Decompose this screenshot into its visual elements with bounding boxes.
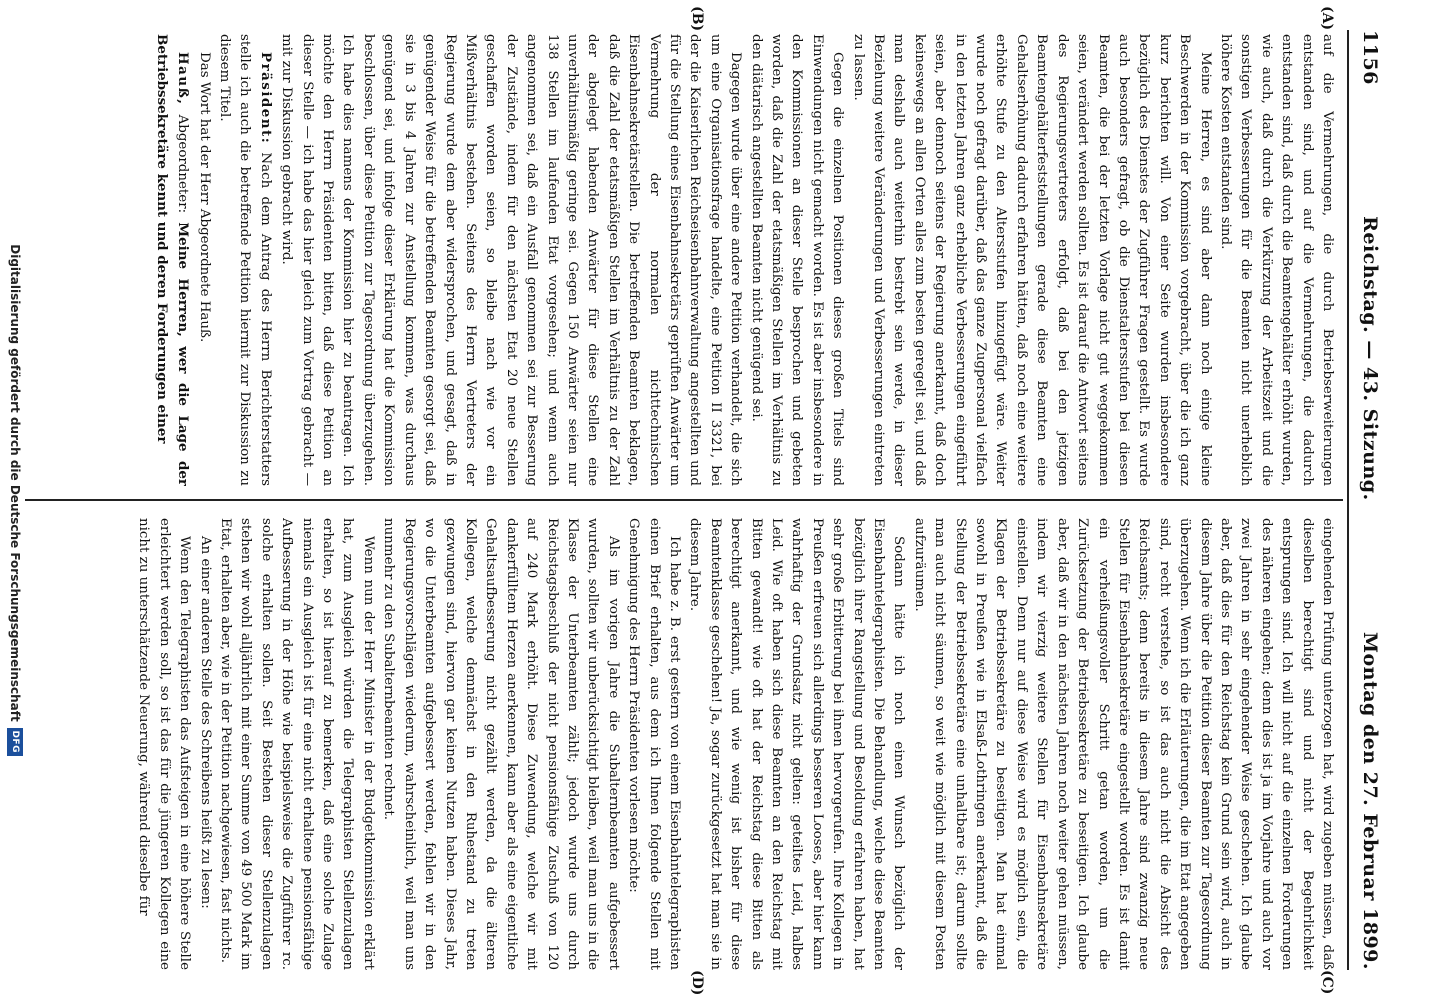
paragraph: eingehenden Prüfung unterzogen hat, wird zugeben müssen, daß dieselben berechtigt sind und nicht der Begehrlichkeit entsprungen sind. Ich will nicht auf die einzelnen Forderungen des näheren eingehen; denn dies ist ja im Vorjahre und auch vor zwei Jahren in sehr eingehender Weise geschehen. Ich glaube aber, daß dies für den Reichstag kein Grund sein wird, auch in diesem Jahre über die Petition dieser Beamten zur Tagesordnung überzugehen. Wenn ich die Erläuterungen, die im Etat angegeben sind, recht verstehe, so ist das auch nicht die Absicht des Reichsamts; denn bereits in diesem Jahre sind zwanzig neue Stellen für Eisenbahnsekretäre eingestellt worden. Es ist damit ein verheißungsvoller Schritt getan worden, um die Zurücksetzung der Betriebssekretäre zu beseitigen. Ich glaube aber, daß wir in den nächsten Jahren noch weiter gehen müssen, indem wir vierzig weitere Stellen für Eisenbahnsekretäre einstellen. Denn nur auf diese Weise wird es möglich sein, die Klagen der Betriebssekretäre zu beseitigen. Man hat einmal sowohl in Preußen wie in Elsaß-Lothringen anerkannt, daß die Stellung der Betriebssekretäre eine unhaltbare ist; darum sollte man auch nicht säumen, so weit wie möglich mit diesem Posten aufzuräumen. — [911, 518, 1335, 970]
margin-letter-a: (A) — [1319, 6, 1335, 31]
paragraph: Gegen die einzelnen Positionen dieses großen Titels sind Einwendungen nicht gemacht worden. Es ist aber insbesondere in den Kommissionen an dieser Stelle besprochen und gebeten worden, daß die Zahl der etatsmäßigen Stellen im Verhältnis zu den diätarisch angestellten Beamten nicht genügend sei. — [748, 34, 846, 486]
column-divider — [25, 499, 1343, 501]
paragraph: auf die Vermehrungen, die durch Betriebserweiterungen entstanden sind, und auf die Vermehrungen, die dadurch entstanden sind, daß durch die Beamtengehälter erhöht wurden, wie auch, daß durch die Verkürzung der Arbeitszeit und die sonstigen Verbesserungen für die Beamten nicht unerheblich höhere Kosten entstanden sind. — [1217, 34, 1335, 486]
digitization-credit — [2, 0, 28, 1000]
right-column — [27, 518, 1337, 970]
credit-text: Digitalisierung gefördert durch die Deutsche Forschungsgemeinschaft — [8, 244, 22, 722]
quoted-paragraph: Als im vorigen Jahre die Subalternbeamten aufgebessert wurden, sollten wir unberücksichtigt bleiben, weil man uns in die Klasse der Unterbeamten zählt; jedoch wurde uns durch Reichstagsbeschluß der nicht pensionsfähige Zuschuß von 120 auf 240 Mark erhöht. Diese Zuwendung, welche wir mit dankerfülltem Herzen anerkennen, kann aber als eine eigentliche Gehaltsaufbesserung nicht gezählt werden, da die älteren Kollegen, welche demnächst in den Ruhestand zu treten gezwungen sind, hiervon gar keinen Nutzen haben. Dieses Jahr, wo die Unterbeamten aufgebessert werden, fehlen wir in den Regierungsvorschlägen wiederum, wahrscheinlich, weil man uns nunmehr zu den Subalternbeamten rechnet. — [381, 518, 621, 970]
margin-letter-b: (B) — [689, 6, 705, 32]
margin-letter-d: (D) — [689, 970, 705, 996]
left-column — [27, 34, 1337, 486]
paragraph: Wenn nun der Herr Minister in der Budgetkommission erklärt hat, zum Ausgleich würden die Telegraphisten Stellenzulagen erhalten, so ist hierauf zu bemerken, daß eine solche Zulage niemals ein Ausgleich ist für eine nicht erhaltene pensionsfähige Aufbesserung in der Höhe wie beispielsweise die Zugführer rc. solche erhalten sollen. Seit Bestehen dieser Stellenzulagen stehen wir wohl alljährlich mit einer Summe von 49 500 Mark im Etat, erhalten aber, wie in der Petition nachgewiesen, fast nichts. — [218, 518, 376, 970]
page-number: 1156 — [1359, 30, 1381, 85]
paragraph: Meine Herren, es sind aber dann noch einige kleine Beschwerden in der Kommission vorgebracht, über die ich ganz kurz berichten will. Von einer Seite wurden insbesondere bezüglich des Dienstes der Zugführer Fragen gestellt. Es wurde auch besonders gefragt, ob die Dienstaltersstufen bei diesen Beamten, die bei der letzten Vorlage nicht gut weggekommen seien, verändert werden sollten. Es ist darauf die Antwort seitens des Regierungsvertreters erfolgt, daß bei den jetzigen Beamtengehälterfeststellungen gerade diese Beamten eine Gehaltserhöhung dadurch erfahren hätten, daß noch eine weitere erhöhte Stufe zu den Altersstufen hinzugefügt wäre. Weiter wurde noch gefragt darüber, daß das ganze Zugpersonal vielfach in den letzten Jahren ganz erhebliche Verbesserungen eingeführt seien, aber dennoch seitens der Regierung anerkannt, daß doch keineswegs an allen Orten alles zum besten geregelt sei, und daß man deshalb auch weiterhin bestrebt sein werde, in dieser Beziehung weitere Veränderungen und Verbesserungen eintreten zu lassen. — [850, 34, 1213, 486]
header-rule — [1347, 30, 1349, 970]
floor-paragraph: Das Wort hat der Herr Abgeordnete Hauß. — [196, 52, 212, 343]
page-header — [1353, 30, 1387, 970]
paragraph: Ich habe z. B. erst gestern von einem Eisenbahntelegraphisten einen Brief erhalten, aus dem ich Ihnen folgende Stellen mit Genehmigung des Herrn Präsidenten vorlesen möchte: — [626, 518, 682, 970]
paragraph: Sodann hätte ich noch einen Wunsch bezüglich der Eisenbahntelegraphisten. Die Behandlung, welche diese Beamten bezüglich ihrer Rangstellung und Besoldung erfahren haben, hat sehr große Erbitterung bei ihnen hervorgerufen. Ihre Kollegen in Preußen erfreuen sich allerdings besseren Looses, aber hier kann wahrhaftig der Grundsatz nicht gelten: geteiltes Leid, halbes Leid. Wie oft haben sich diese Beamten an den Reichstag mit Bitten gewandt! wie oft hat der Reichstag diese Bitten als berechtigt anerkannt, und wie wenig ist bisher für diese Beamtenklasse geschehen! Ja, sogar zurückgesetzt hat man sie in diesem Jahre. — [687, 518, 907, 970]
dfg-logo: DFG — [7, 728, 23, 756]
margin-letter-c: (C) — [1319, 970, 1335, 995]
quoted-paragraph: Wenn den Telegraphisten das Aufsteigen in eine höhere Stelle erleichtert werden soll, so ist das für die jüngeren Kollegen eine nicht zu unterschätzende Neuerung, während dieselbe für — [136, 518, 193, 970]
president-label: Präsident: — [257, 52, 274, 145]
president-paragraph — [214, 34, 276, 486]
header-title: Reichstag. — 43. Sitzung. — [1359, 216, 1381, 501]
speaker-text: Meine Herren, wer die Lage der Betriebssekretäre kennt und deren Forderungen einer — [153, 34, 192, 486]
speaker-label: Hauß, — [175, 52, 192, 106]
president-text: Nach dem Antrag des Herrn Berichterstatters stelle ich auch die betreffende Petition hiermit zur Diskussion zu diesem Titel. — [217, 34, 273, 486]
speaker-role: Abgeordneter: — [175, 114, 191, 214]
speaker-paragraph — [150, 34, 193, 486]
paragraph: An einer anderen Stelle des Schreibens heißt zu lesen: — [197, 536, 213, 909]
header-date: Montag den 27. Februar 1899. — [1359, 631, 1381, 970]
paragraph: Dagegen wurde über eine andere Petition verhandelt, die sich um eine Organisationsfrage handelte, eine Petition II 3321, bei der die Kaiserlichen Reichseisenbahnverwaltung angestellten und für die Stellung eines Eisenbahnsekretärs geprüften Anwärter um Vermehrung der normalen nichttechnischen Eisenbahnsekretärstellen. Die betreffenden Beamten beklagen, daß die Zahl der etatsmäßigen Stellen im Verhältnis zu der Zahl der abgelegt habenden Anwärter für diese Stellen eine unverhältnismäßig geringe sei. Gegen 150 Anwärter seien nur 138 Stellen im laufenden Etat vorgesehen; und wenn auch angenommen sei, daß ein Ausfall genommen sei zur Besserung der Zustände, indem für den nächsten Etat 20 neue Stellen geschaffen worden seien, so bleibe nach wie vor ein Mißverhältnis bestehen. Seitens des Herrn Vertreters der Regierung wurde dem aber widersprochen, und gesagt, daß in genügender Weise für die betreffenden Beamten gesorgt sei, daß sie in 3 bis 4 Jahren zur Anstellung kommen, was durchaus genügend sei, und infolge dieser Erklärung hat die Kommission beschlossen, über diese Petition zur Tagesordnung überzugehen. Ich habe dies namens der Kommission hier zu beantragen. Ich möchte den Herrn Präsidenten bitten, daß diese Petition an dieser Stelle — ich habe das hier gleich zum Vortrag gebracht — mit zur Diskussion gebracht wird. — [279, 34, 744, 486]
